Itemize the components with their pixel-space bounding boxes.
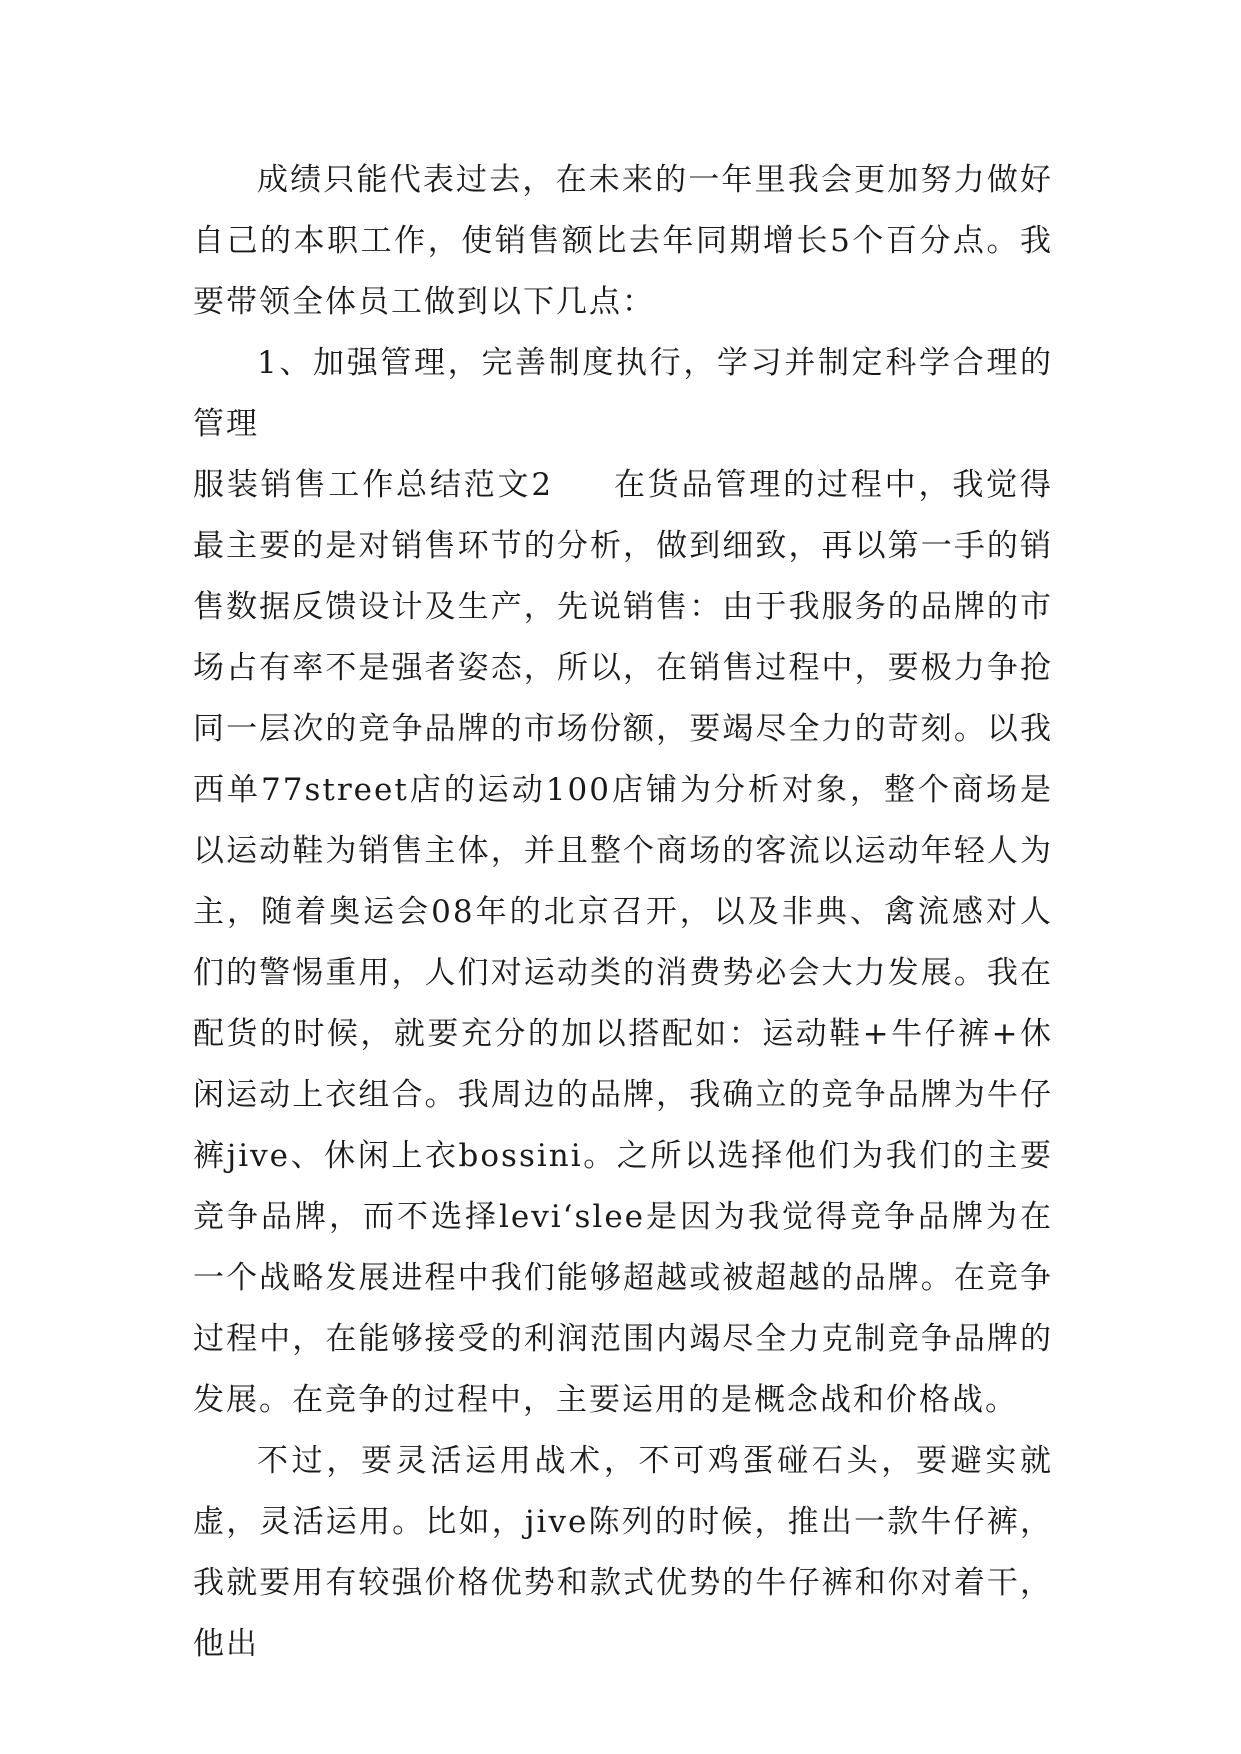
paragraph-goals-intro: 成绩只能代表过去，在未来的一年里我会更加努力做好自己的本职工作，使销售额比去年同期增长5个百分点。我要带领全体员工做到以下几点： [193,162,1053,320]
section-title: 服装销售工作总结范文2 [193,467,554,503]
paragraph-sales-summary-text: 在货品管理的过程中，我觉得最主要的是对销售环节的分析，做到细致，再以第一手的销售数据反馈设计及生产，先说销售：由于我服务的品牌的市场占有率不是强者姿态，所以，在销售过程中，要极力争抢同一层次的竞争品牌的市场份额，要竭尽全力的苛刻。以我西单77street店的运动100店铺为分析对象，整个商场是以运动鞋为销售主体，并且整个商场的客流以运动年轻人为主，随着奥运会08年的北京召开，以及非典、禽流感对人们的警惕重用，人们对运动类的消费势必会大力发展。我在配货的时候，就要充分的加以搭配如：运动鞋+牛仔裤+休闲运动上衣组合。我周边的品牌，我确立的竞争品牌为牛仔裤jive、休闲上衣bossini。之所以选择他们为我们的主要竞争品牌，而不选择levi‘slee是因为我觉得竞争品牌为在一个战略发展进程中我们能够超越或被超越的品牌。在竞争过程中，在能够接受的利润范围内竭尽全力克制竞争品牌的发展。在竞争的过程中，主要运用的是概念战和价格战。 [193,467,1053,1418]
paragraph-tactics: 不过，要灵活运用战术，不可鸡蛋碰石头，要避实就虚，灵活运用。比如，jive陈列的时候，推出一款牛仔裤，我就要用有较强价格优势和款式优势的牛仔裤和你对着干，他出 [193,1443,1053,1662]
paragraph-point-1: 1、加强管理，完善制度执行，学习并制定科学合理的管理 [193,345,1053,442]
document-body [193,150,1053,1675]
paragraph-sales-summary [193,455,1053,1431]
